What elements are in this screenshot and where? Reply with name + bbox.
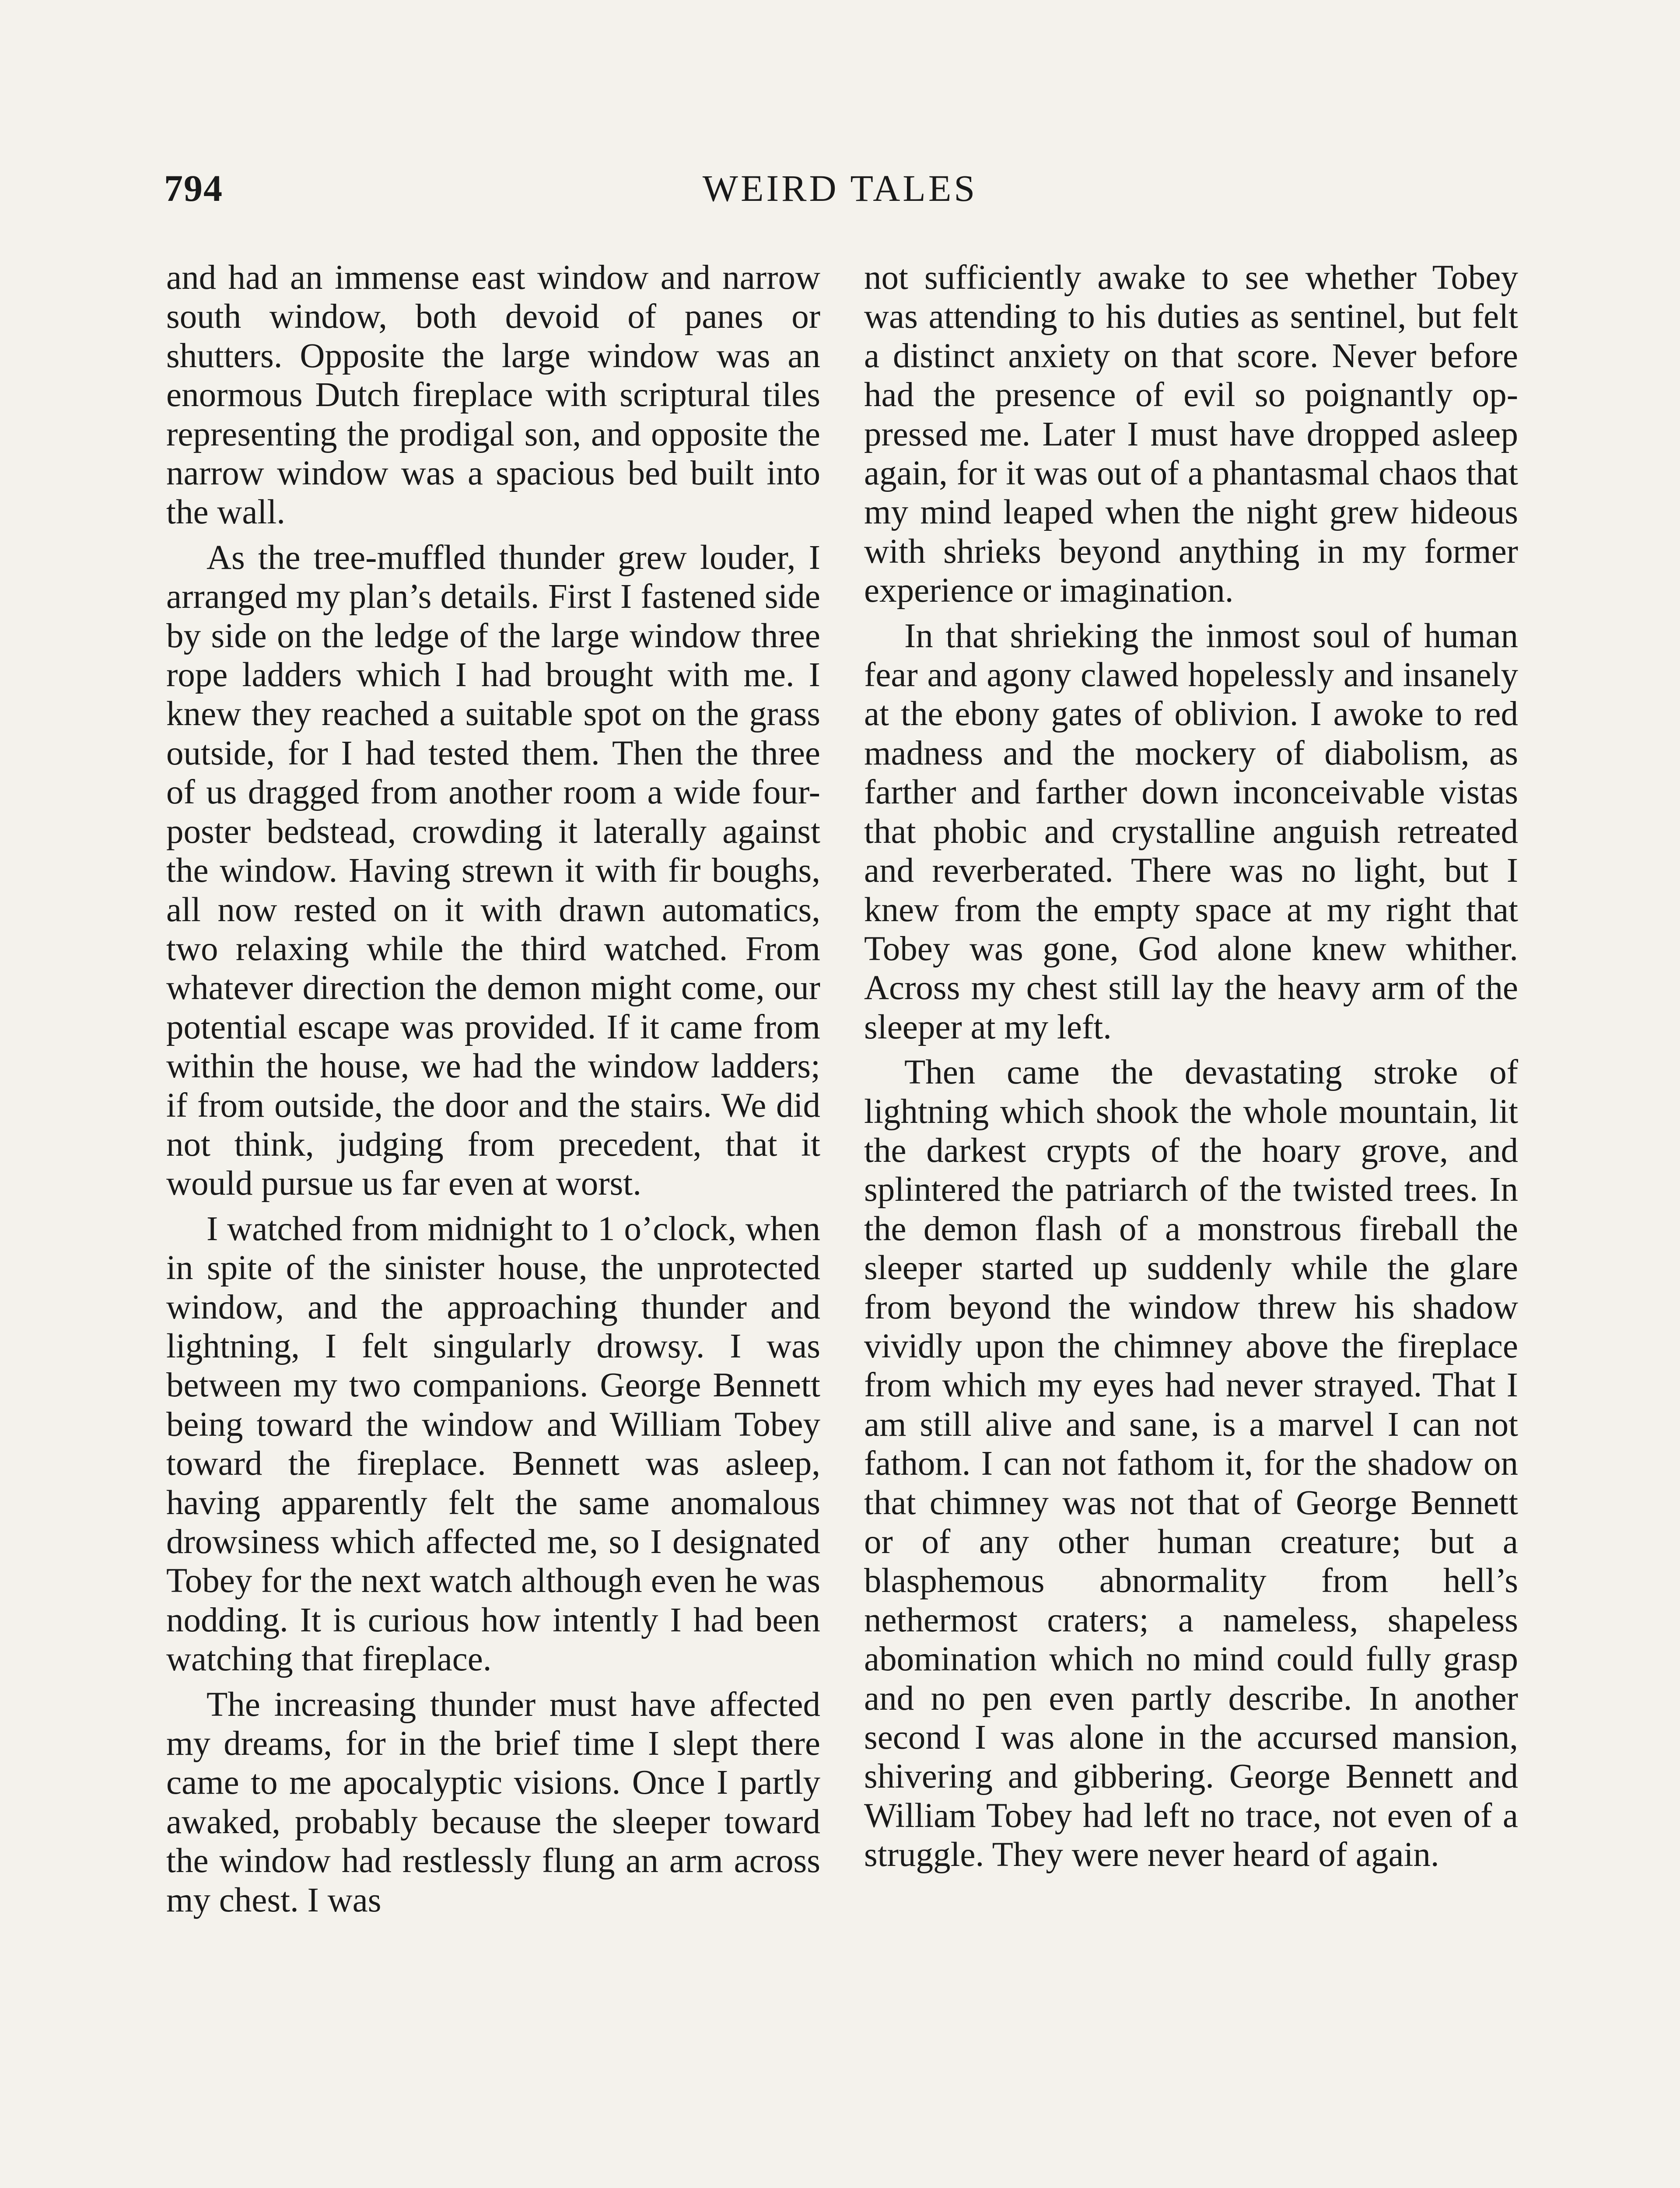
magazine-title: WEIRD TALES [702, 167, 978, 209]
paragraph: In that shrieking the inmost soul of human fear and agony clawed hopelessly and insanely at the ebony gates of oblivion. I awoke to red madness and the mockery of diabolism, as farther and farther down inconceivable vistas that phobic and crystalline anguish retreated and reverberated. There was no light, but I knew from the empty space at my right that Tobey was gone, God alone knew whither. Across my chest still lay the heavy arm of the sleeper at my left. [864, 617, 1518, 1046]
paragraph: and had an immense east window and narrow south window, both devoid of panes or shutters. Opposite the large window was an enormous Dutch fireplace with scriptural tiles representing the prodigal son, and opposite the narrow window was a spacious bed built into the wall. [166, 259, 820, 532]
text-column-right [864, 258, 1518, 1881]
paragraph: not sufficiently awake to see whether Tobey was attending to his duties as sentinel, but felt a distinct anxiety on that score. Never before had the presence of evil so poignantly oppressed me. Later I must have dropped asleep again, for it was out of a phantasmal chaos that my mind leaped when the night grew hideous with shrieks beyond anything in my former experience or imagination. [864, 259, 1518, 610]
paragraph: The increasing thunder must have affected my dreams, for in the brief time I slept there came to me apocalyptic visions. Once I partly awaked, probably because the sleeper toward the window had restlessly flung an arm across my chest. I was [166, 1685, 820, 1919]
page-number: 794 [164, 167, 223, 209]
paragraph: Then came the devastating stroke of lightning which shook the whole mountain, lit the darkest crypts of the hoary grove, and splintered the patriarch of the twisted trees. In the demon flash of a monstrous fireball the sleeper started up suddenly while the glare from beyond the window threw his shadow vividly upon the chimney above the fireplace from which my eyes had never strayed. That I am still alive and sane, is a marvel I can not fathom. I can not fathom it, for the shadow on that chimney was not that of George Bennett or of any other human creature; but a blasphemous abnormality from hell’s nethermost craters; a nameless, shapeless abomination which no mind could fully grasp and no pen even partly describe. In another second I was alone in the accursed mansion, shivering and gibbering. George Bennett and William Tobey had left no trace, not even of a struggle. They were never heard of again. [864, 1053, 1518, 1874]
paragraph: As the tree-muffled thunder grew louder, I arranged my plan’s details. First I fastened side by side on the ledge of the large window three rope ladders which I had brought with me. I knew they reached a suitable spot on the grass outside, for I had tested them. Then the three of us dragged from another room a wide four-poster bedstead, crowding it laterally against the window. Having strewn it with fir boughs, all now rested on it with drawn automatics, two relaxing while the third watched. From whatever direction the demon might come, our potential escape was provided. If it came from within the house, we had the window ladders; if from outside, the door and the stairs. We did not think, judging from precedent, that it would pursue us far even at worst. [166, 538, 820, 1203]
text-column-left [166, 258, 820, 1926]
paragraph: I watched from midnight to 1 o’clock, when in spite of the sinister house, the unprotected window, and the approaching thunder and lightning, I felt singularly drowsy. I was between my two companions. George Bennett being toward the window and William Tobey toward the fireplace. Bennett was asleep, having apparently felt the same anomalous drowsiness which affected me, so I designated Tobey for the next watch although even he was nodding. It is curious how intently I had been watching that fireplace. [166, 1210, 820, 1679]
running-head [164, 164, 1516, 212]
